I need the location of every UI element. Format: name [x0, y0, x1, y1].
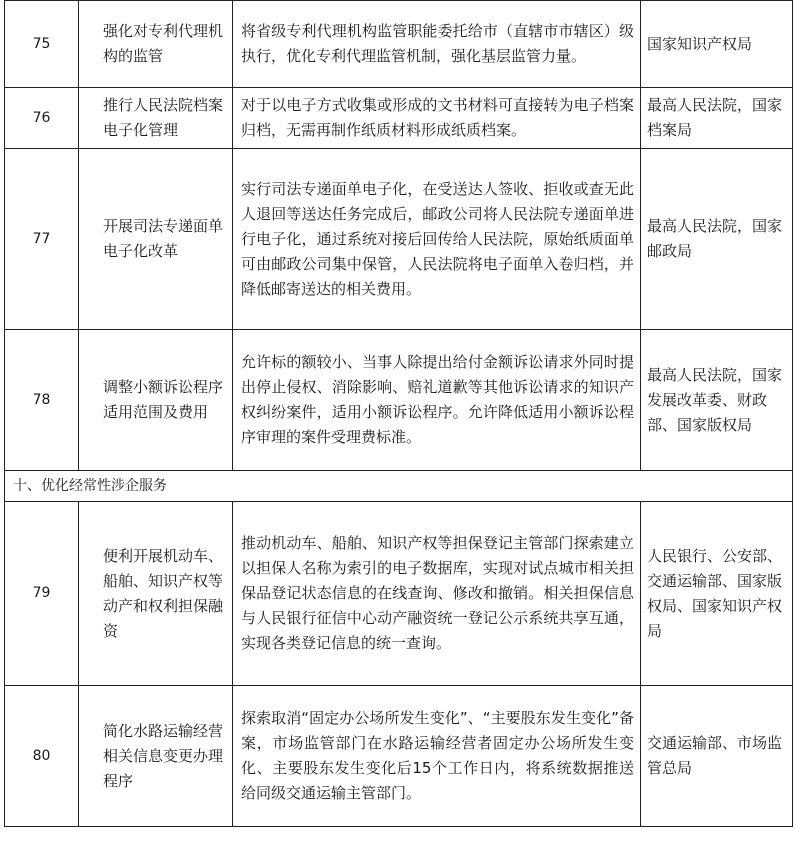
measure-description: 对于以电子方式收集或形成的文书材料可直接转为电子档案归档，无需再制作纸质材料形成纸质档案。: [233, 88, 641, 149]
measure-name: 开展司法专递面单电子化改革: [79, 149, 233, 330]
row-number: 79: [5, 502, 79, 686]
measure-description: 推动机动车、船舶、知识产权等担保登记主管部门探索建立以担保人名称为索引的电子数据库，实现对试点城市相关担保品登记状态信息的在线查询、修改和撤销。相关担保信息与人民银行征信中心动产融资统一登记公示系统共享互通，实现各类登记信息的统一查询。: [233, 502, 641, 686]
table-row: [5, 686, 793, 827]
table-row: [5, 149, 793, 330]
measure-description: 实行司法专递面单电子化，在受送达人签收、拒收或查无此人退回等送达任务完成后，邮政公司将人民法院专递面单进行电子化，通过系统对接后回传给人民法院，原始纸质面单可由邮政公司集中保管，人民法院将电子面单入卷归档，并降低邮寄送达的相关费用。: [233, 149, 641, 330]
reform-measures-table: [4, 0, 793, 827]
measure-name: 强化对专利代理机构的监管: [79, 1, 233, 88]
row-number: 75: [5, 1, 79, 88]
measure-name: 简化水路运输经营相关信息变更办理程序: [79, 686, 233, 827]
table-row: [5, 502, 793, 686]
responsible-departments: 最高人民法院，国家发展改革委、财政部、国家版权局: [641, 330, 793, 471]
measure-description: 探索取消“固定办公场所发生变化”、“主要股东发生变化”备案，市场监管部门在水路运输经营者固定办公场所发生变化、主要股东发生变化后15个工作日内，将系统数据推送给同级交通运输主管部门。: [233, 686, 641, 827]
responsible-departments: 国家知识产权局: [641, 1, 793, 88]
row-number: 77: [5, 149, 79, 330]
table-row: [5, 88, 793, 149]
measure-description: 允许标的额较小、当事人除提出给付金额诉讼请求外同时提出停止侵权、消除影响、赔礼道歉等其他诉讼请求的知识产权纠纷案件，适用小额诉讼程序。允许降低适用小额诉讼程序审理的案件受理费标准。: [233, 330, 641, 471]
responsible-departments: 最高人民法院，国家邮政局: [641, 149, 793, 330]
responsible-departments: 人民银行、公安部、交通运输部、国家版权局、国家知识产权局: [641, 502, 793, 686]
responsible-departments: 交通运输部、市场监管总局: [641, 686, 793, 827]
section-title: 十、优化经常性涉企服务: [5, 471, 793, 502]
row-number: 76: [5, 88, 79, 149]
measure-name: 调整小额诉讼程序适用范围及费用: [79, 330, 233, 471]
table-row: [5, 1, 793, 88]
measure-description: 将省级专利代理机构监管职能委托给市（直辖市市辖区）级执行，优化专利代理监管机制，强化基层监管力量。: [233, 1, 641, 88]
responsible-departments: 最高人民法院，国家档案局: [641, 88, 793, 149]
table-row: [5, 330, 793, 471]
section-header-row: [5, 471, 793, 502]
row-number: 80: [5, 686, 79, 827]
measure-name: 推行人民法院档案电子化管理: [79, 88, 233, 149]
row-number: 78: [5, 330, 79, 471]
measure-name: 便利开展机动车、船舶、知识产权等动产和权利担保融资: [79, 502, 233, 686]
